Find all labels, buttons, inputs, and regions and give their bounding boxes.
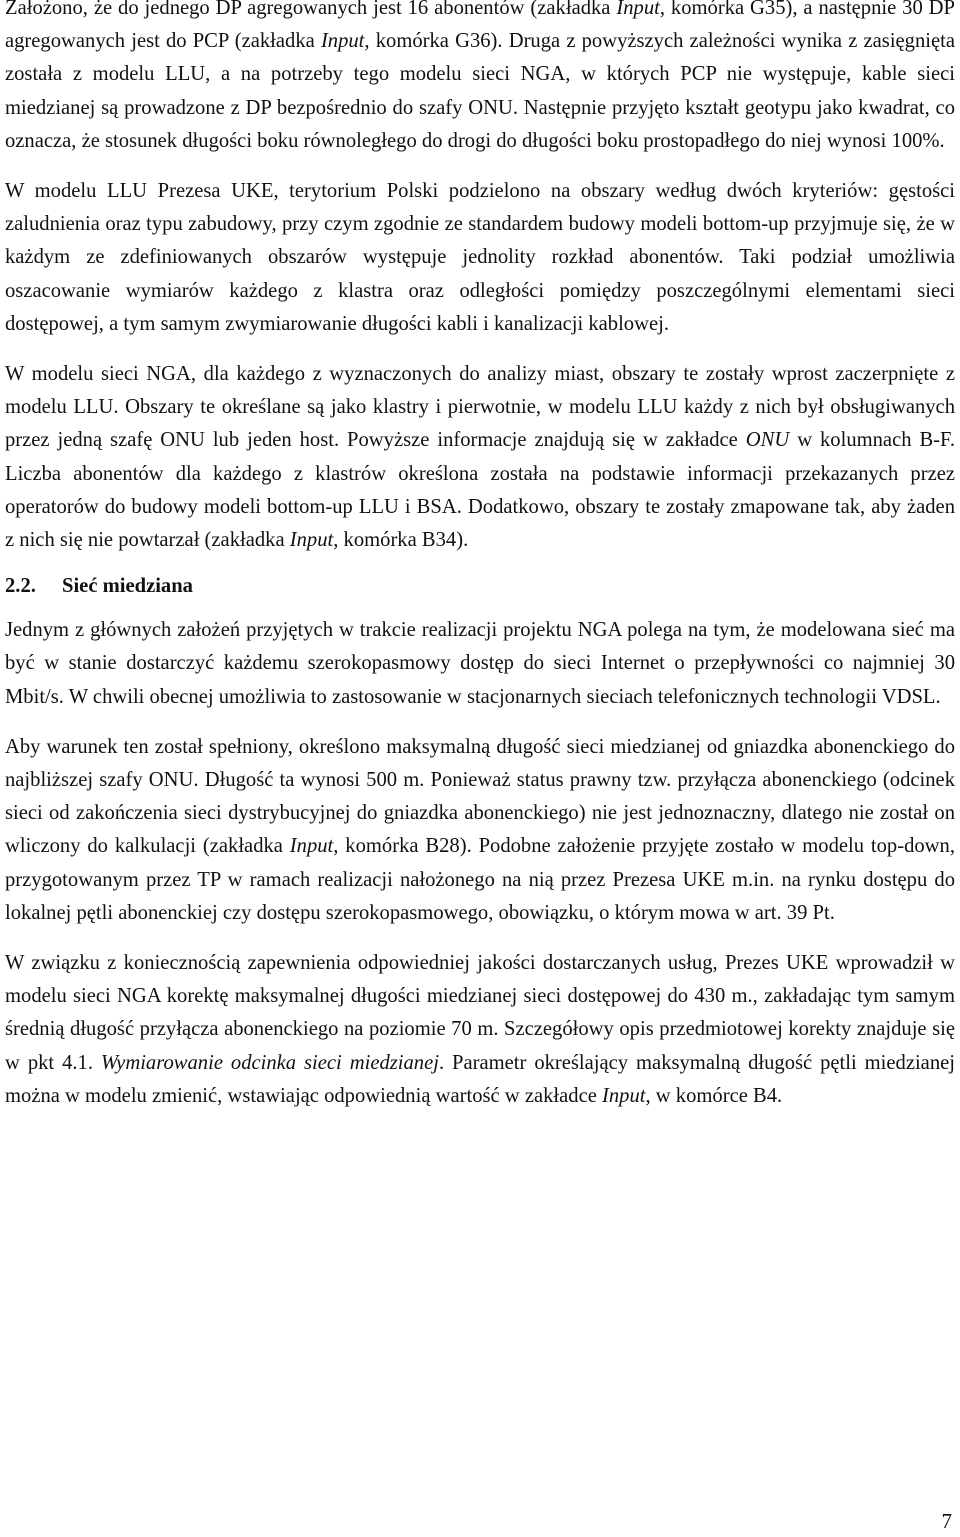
text-run: . Parametr określający maksymalną długość pętli miedzianej można w modelu zmienić, wstawiając odpowiednią wartość w zakładce [5,1051,955,1107]
text-run: Jednym z głównych założeń przyjętych w trakcie realizacji projektu NGA polega na tym, że modelowana sieć ma być w stanie dostarczyć każdemu szerokopasmowy dostęp do sieci Internet o przepływności co najmniej 30 Mbit/s. W chwili obecnej umożliwia to zastosowanie w stacjonarnych sieciach telefonicznych technologii VDSL. [5,619,955,708]
text-run: , komórka B28). Podobne założenie przyjęte zostało w modelu top-down, przygotowanym przez TP w ramach realizacji nałożonego na nią przez Prezesa UKE m.in. na rynku dostępu do lokalnej pętli abonenckiej czy dostępu szerokopasmowego, obowiązku, o którym mowa w art. 39 Pt. [5,835,956,924]
page-content [5,0,955,1130]
paragraph-2 [5,175,955,341]
text-run: Założono, że do jednego DP agregowanych jest 16 abonentów (zakładka [5,0,617,19]
text-run: , komórka B34). [333,529,469,552]
text-run: W modelu LLU Prezesa UKE, terytorium Polski podzielono na obszary według dwóch kryteriów: gęstości zaludnienia oraz typu zabudowy, przy czym zgodnie ze standardem budowy modeli bottom-up przyjmuje się, że w każdym ze zdefiniowanych obszarów występuje jednolity rozkład abonentów. Taki podział umożliwia oszacowanie wymiarów każdego z klastra oraz odległości pomiędzy poszczególnymi elementami sieci dostępowej, a tym samym zwymiarowanie długości kabli i kanalizacji kablowej. [5,180,955,335]
italic-run: Input [602,1084,646,1107]
text-run: Aby warunek ten został spełniony, określono maksymalną długość sieci miedzianej od gniazdka abonenckiego do najbliższej szafy ONU. Długość ta wynosi 500 m. Ponieważ status prawny tzw. przyłącza abonenckiego (odcinek sieci od zakończenia sieci dystrybucyjnej do gniazdka abonenckiego) nie jest jednoznaczny, dlatego nie został on wliczony do kalkulacji (zakładka [5,735,955,858]
paragraph-1 [5,0,955,158]
page-number: 7 [941,1509,952,1533]
section-number: 2.2. [5,575,36,598]
text-run: W związku z koniecznością zapewnienia odpowiedniej jakości dostarczanych usług, Prezes UKE wprowadził w modelu sieci NGA korektę maksymalnej długości miedzianej sieci dostępowej do 430 m., zakładając tym samym średnią długość przyłącza abonenckiego na poziomie 70 m. Szczegółowy opis przedmiotowej korekty znajduje się w pkt 4.1. [5,952,955,1074]
text-run: W modelu sieci NGA, dla każdego z wyznaczonych do analizy miast, obszary te zostały wprost zaczerpnięte z modelu LLU. Obszary te określane są jako klastry i pierwotnie, w modelu LLU każdy z nich był obsługiwanych przez jedną szafę ONU lub jeden host. Powyższe informacje znajdują się w zakładce [5,363,955,452]
italic-run: Wymiarowanie odcinka sieci miedzianej [100,1051,439,1074]
section-title: Sieć miedziana [62,575,193,598]
section-paragraph-3 [5,947,955,1113]
italic-run: Input [320,30,365,53]
text-run: , komórka G35), a następnie 30 DP agregowanych jest do PCP (zakładka [5,0,956,53]
section-paragraph-2 [5,731,955,930]
section-heading [5,572,955,600]
italic-run: Input [289,835,334,858]
italic-run: Input [616,0,660,19]
paragraph-3 [5,358,955,557]
text-run: , w komórce B4. [645,1084,783,1107]
text-run: , komórka G36). Druga z powyższych zależności wynika z zasięgnięta została z modelu LLU, a na potrzeby tego modelu sieci NGA, w których PCP nie występuje, kable sieci miedzianej są prowadzone z DP bezpośrednio do szafy ONU. Następnie przyjęto kształt geotypu jako kwadrat, co oznacza, że stosunek długości boku równoległego do drogi do długości boku prostopadłego do niej wynosi 100%. [5,30,955,152]
italic-run: Input [289,529,334,552]
italic-run: ONU [745,429,790,452]
text-run: w kolumnach B-F. Liczba abonentów dla każdego z klastrów określona została na podstawie informacji przekazanych przez operatorów do budowy modeli bottom-up LLU i BSA. Dodatkowo, obszary te zostały zmapowane tak, aby żaden z nich się nie powtarzał (zakładka [5,429,955,552]
section-paragraph-1 [5,614,955,714]
